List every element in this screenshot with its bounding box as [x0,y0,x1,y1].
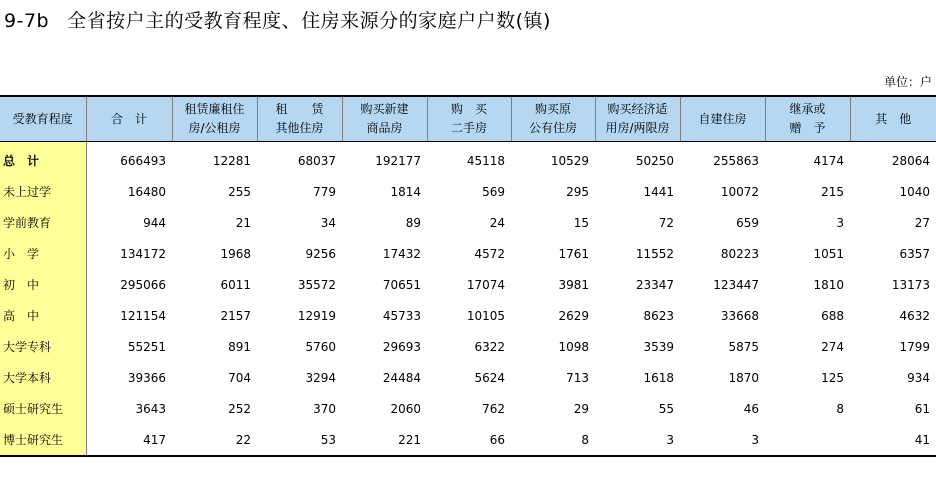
table-cell: 27 [914,215,930,230]
table-cell: 16480 [127,184,166,199]
table-cell: 417 [86,424,172,456]
row-header: 大学专科 [0,331,86,362]
table-cell: 10105 [466,308,505,323]
table-number: 9-7b [4,10,50,32]
table-cell: 274 [821,339,844,354]
table-row [0,424,936,456]
table-cell: 24484 [382,370,421,385]
table-cell: 55251 [127,339,166,354]
table-cell: 66 [427,424,511,456]
table-cell: 659 [736,215,759,230]
column-header [86,96,172,142]
table-cell: 8623 [643,308,674,323]
table-cell: 53 [257,424,342,456]
table-cell: 17432 [382,246,421,261]
column-header [342,96,427,142]
table-cell: 121154 [120,308,166,323]
table-cell: 215 [821,184,844,199]
table-cell: 41 [850,424,936,456]
table-cell: 5760 [305,339,336,354]
table-cell: 9256 [305,246,336,261]
table-cell: 6322 [474,339,505,354]
table-cell: 192177 [375,153,421,168]
table-cell: 295066 [120,277,166,292]
row-header: 学前教育 [0,207,86,238]
column-header [427,96,511,142]
table-cell: 1814 [390,184,421,199]
column-header [172,96,257,142]
table-cell: 24 [489,215,505,230]
table-cell: 3 [595,424,680,456]
table-cell: 72 [658,215,674,230]
column-header-line: 购买经济适 [607,102,668,116]
table-cell: 704 [228,370,251,385]
table-cell: 1870 [728,370,759,385]
table-cell: 370 [313,401,336,416]
table-cell: 12281 [212,153,251,168]
table-cell: 11552 [635,246,674,261]
table-cell: 1051 [813,246,844,261]
table-cell: 762 [482,401,505,416]
column-header-line: 购 买 [450,102,487,116]
table-cell: 3643 [135,401,166,416]
table-cell: 134172 [120,246,166,261]
row-header: 博士研究生 [0,424,86,456]
table-cell: 2157 [220,308,251,323]
table-cell: 28064 [891,153,930,168]
table-cell: 1441 [643,184,674,199]
table-cell: 125 [821,370,844,385]
page-title [4,6,551,33]
table-row [0,393,936,424]
column-header-line: 继承或 [789,102,826,116]
table-cell: 252 [228,401,251,416]
table-cell: 10529 [550,153,589,168]
column-header-line: 其他住房 [275,121,324,135]
table-cell: 50250 [635,153,674,168]
table-cell: 5875 [728,339,759,354]
table-cell: 1968 [220,246,251,261]
table-cell: 15 [573,215,589,230]
table-cell: 17074 [466,277,505,292]
table-body [0,142,936,457]
table-cell: 3539 [643,339,674,354]
table-cell: 934 [907,370,930,385]
table-cell: 6357 [899,246,930,261]
column-header-line: 租赁廉租住 [184,102,245,116]
table-cell: 6011 [220,277,251,292]
table-cell: 1761 [558,246,589,261]
table-cell: 3 [836,215,844,230]
table-cell: 1810 [813,277,844,292]
column-header-line: 房/公租房 [188,121,241,135]
table-cell: 221 [342,424,427,456]
column-header-line: 二手房 [450,121,487,135]
table-cell: 21 [235,215,251,230]
table-cell: 1618 [643,370,674,385]
table-cell: 34 [320,215,336,230]
column-header-line: 合 计 [110,111,147,126]
row-header: 未上过学 [0,176,86,207]
data-table [0,95,936,457]
table-cell: 4174 [813,153,844,168]
table-cell: 2060 [390,401,421,416]
column-header [595,96,680,142]
column-header-line: 受教育程度 [12,111,73,126]
table-cell: 39366 [127,370,166,385]
table-cell: 1799 [899,339,930,354]
table-cell: 45118 [466,153,505,168]
table-cell: 55 [658,401,674,416]
table-cell: 4572 [474,246,505,261]
table-cell: 45733 [382,308,421,323]
table-cell: 1040 [899,184,930,199]
column-header-line: 公有住房 [528,121,577,135]
table-cell: 688 [821,308,844,323]
table-cell: 68037 [297,153,336,168]
row-header: 硕士研究生 [0,393,86,424]
table-row [0,300,936,331]
table-cell: 4632 [899,308,930,323]
table-cell: 295 [566,184,589,199]
unit-label: 单位：户 [883,75,932,89]
column-header-line: 租 赁 [275,102,324,116]
table-cell: 8 [511,424,595,456]
column-header [765,96,850,142]
column-header-line: 商品房 [366,121,403,135]
column-header [0,96,86,142]
table-row [0,238,936,269]
table-cell: 80223 [720,246,759,261]
row-header: 大学本科 [0,362,86,393]
table-row [0,207,936,238]
table-cell: 29 [573,401,589,416]
table-cell: 2629 [558,308,589,323]
table-cell [765,424,850,456]
table-cell: 569 [482,184,505,199]
table-row [0,269,936,300]
row-header: 高 中 [0,300,86,331]
table-cell: 61 [914,401,930,416]
column-header-line: 自建住房 [698,111,747,126]
row-header: 小 学 [0,238,86,269]
table-cell: 255 [228,184,251,199]
table-cell: 70651 [382,277,421,292]
table-cell: 713 [566,370,589,385]
table-cell: 666493 [120,153,166,168]
table-cell: 8 [836,401,844,416]
table-cell: 891 [228,339,251,354]
table-cell: 779 [313,184,336,199]
table-cell: 3294 [305,370,336,385]
table-cell: 255863 [713,153,759,168]
table-row [0,176,936,207]
column-header-line: 赠 予 [789,121,826,135]
row-header: 初 中 [0,269,86,300]
column-header-line: 购买新建 [360,102,409,116]
table-cell: 10072 [720,184,759,199]
table-cell: 29693 [382,339,421,354]
table-cell: 1098 [558,339,589,354]
column-header [257,96,342,142]
table-cell: 33668 [720,308,759,323]
table-cell: 22 [172,424,257,456]
table-row [0,142,936,177]
table-cell: 89 [405,215,421,230]
table-cell: 35572 [297,277,336,292]
table-cell: 3 [680,424,765,456]
table-cell: 12919 [297,308,336,323]
column-header-line: 用房/两限房 [605,121,670,135]
column-header-line: 购买原 [534,102,571,116]
table-cell: 944 [143,215,166,230]
table-cell: 5624 [474,370,505,385]
table-cell: 23347 [635,277,674,292]
table-cell: 3981 [558,277,589,292]
table-title: 全省按户主的受教育程度、住房来源分的家庭户户数(镇) [67,10,551,32]
table-cell: 123447 [713,277,759,292]
table-row [0,362,936,393]
table-header [0,96,936,142]
column-header [511,96,595,142]
column-header [680,96,765,142]
table-cell: 13173 [891,277,930,292]
column-header-line: 其 他 [875,111,912,126]
row-header: 总 计 [0,142,86,177]
table-row [0,331,936,362]
table-cell: 46 [743,401,759,416]
column-header [850,96,936,142]
